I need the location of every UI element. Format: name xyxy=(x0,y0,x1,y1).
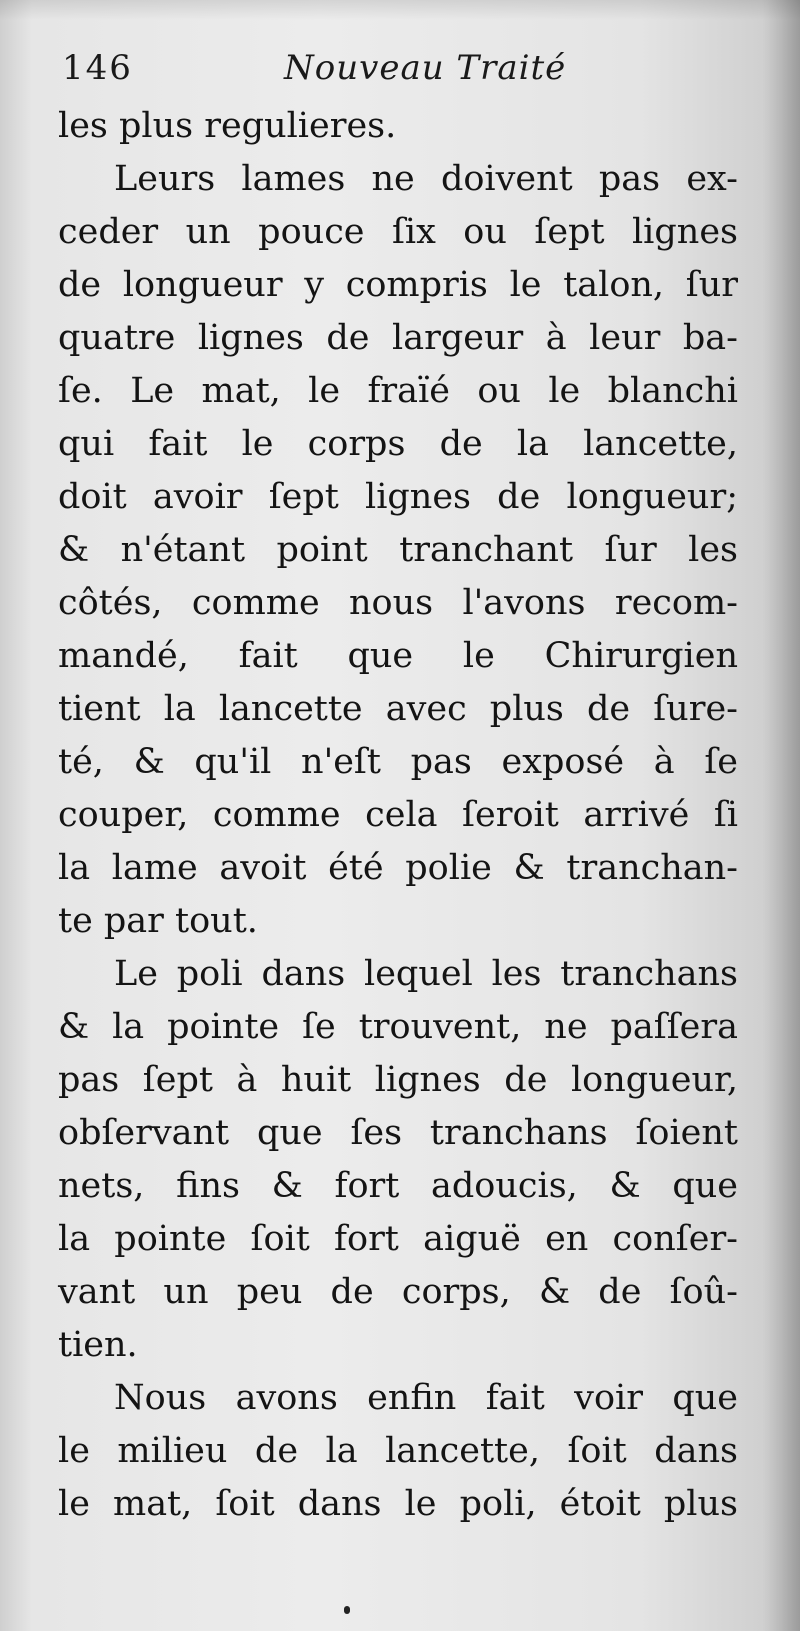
text-line: mandé, fait que le Chirurgien xyxy=(58,636,738,676)
body-text xyxy=(58,100,738,1531)
text-line: ceder un pouce ſix ou ſept lignes xyxy=(58,212,738,252)
text-line: ſe. Le mat, le fraïé ou le blanchi xyxy=(58,371,738,411)
text-line: la pointe ſoit fort aiguë en conſer- xyxy=(58,1219,738,1259)
text-line: le mat, ſoit dans le poli, étoit plus xyxy=(58,1484,738,1524)
text-line: pas ſept à huit lignes de longueur, xyxy=(58,1060,738,1100)
running-head: Nouveau Traité xyxy=(284,48,567,88)
text-line: & la pointe ſe trouvent, ne paſſera xyxy=(58,1007,738,1047)
printer-mark xyxy=(344,1606,350,1614)
text-line: Nous avons enfin fait voir que xyxy=(114,1378,738,1418)
text-line: té, & qu'il n'eſt pas exposé à ſe xyxy=(58,742,738,782)
text-line: tien. xyxy=(58,1325,138,1365)
page-header xyxy=(62,44,622,104)
text-line: obſervant que ſes tranchans ſoient xyxy=(58,1113,738,1153)
text-line: & n'étant point tranchant ſur les xyxy=(58,530,738,570)
text-line: le milieu de la lancette, ſoit dans xyxy=(58,1431,738,1471)
text-line: nets, fins & fort adoucis, & que xyxy=(58,1166,738,1206)
text-line: couper, comme cela ſeroit arrivé ſi xyxy=(58,795,738,835)
text-line: quatre lignes de largeur à leur ba- xyxy=(58,318,738,358)
text-line: vant un peu de corps, & de ſoû- xyxy=(58,1272,738,1312)
page-number: 146 xyxy=(62,48,133,88)
page-top-shadow xyxy=(0,0,800,20)
text-line: côtés, comme nous l'avons recom- xyxy=(58,583,738,623)
text-line: Le poli dans lequel les tranchans xyxy=(114,954,738,994)
text-line: de longueur y compris le talon, ſur xyxy=(58,265,738,305)
text-line: les plus regulieres. xyxy=(58,106,397,146)
text-line: qui fait le corps de la lancette, xyxy=(58,424,738,464)
text-line: tient la lancette avec plus de ſure- xyxy=(58,689,738,729)
text-line: te par tout. xyxy=(58,901,258,941)
page-gutter-shadow xyxy=(762,0,800,1631)
text-line: la lame avoit été polie & tranchan- xyxy=(58,848,738,888)
text-line: Leurs lames ne doivent pas ex- xyxy=(114,159,738,199)
text-line: doit avoir ſept lignes de longueur; xyxy=(58,477,738,517)
